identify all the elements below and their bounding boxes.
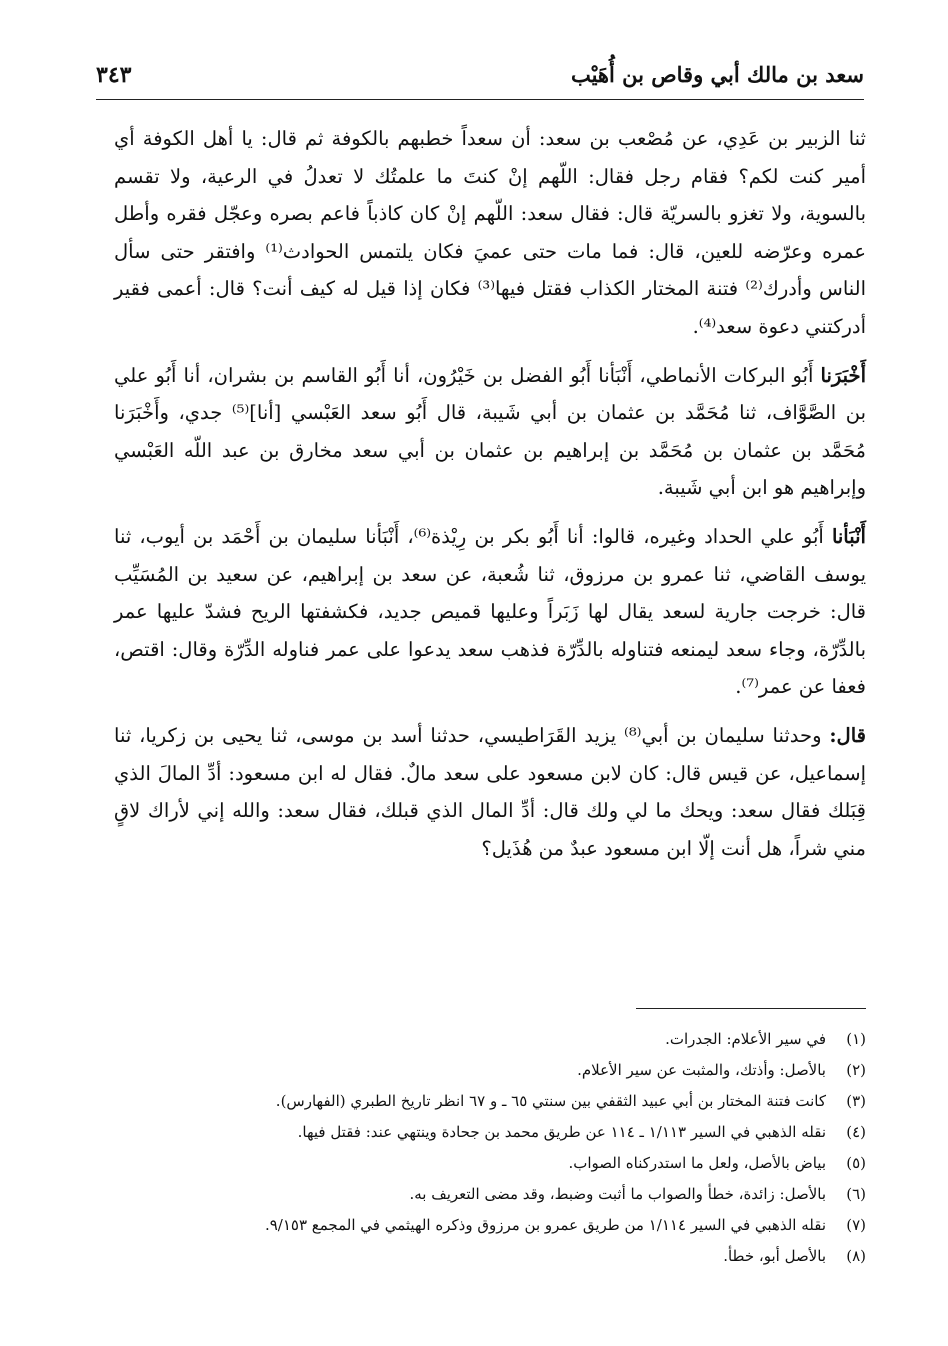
footnote [114,1210,866,1241]
paragraph-1-text: ثنا الزبير بن عَدِي، عن مُصْعب بن سعد: أن سعداً خطبهم بالكوفة ثم قال: يا أهل الكوفة أي أمير كنت لكم؟ فقام رجل فقال: اللّهم إنْ كنتَ ما علمتُك لا تعدلُ في الرعية، ولا تقسم بالسوية، ولا تغزو بالسريّة قال: فقال سعد: اللّهم إنْ كان كاذباً فاعم بصره وعجّل فقره وأطل عمره وعرّضه للعين، قال: فما مات حتى عميَ فكان يلتمس الحوادث⁽¹⁾ وافتقر حتى سأل الناس وأدرك⁽²⁾ فتنة المختار الكذاب فقتل فيها⁽³⁾ فكان إذا قيل له كيف أنت؟ قال: أعمى فقير أدركتني دعوة سعد⁽⁴⁾. [114,127,867,338]
running-title: سعد بن مالك أبي وقاص بن أُهَيْب [570,62,864,87]
footnote-number: (٢) [846,1061,866,1079]
footnote-text: بياض بالأصل، ولعل ما استدركناه الصواب. [568,1154,826,1172]
footnote [114,1024,866,1055]
footnote-number: (٤) [846,1123,866,1141]
footnote-text: بالأصل: زائدة، خطأ والصواب ما أثبت وضبط، وقد مضى التعريف به. [409,1185,826,1203]
footnote [114,1117,866,1148]
paragraph-1 [114,120,866,346]
footnote [114,1179,866,1210]
paragraph-4-text: وحدثنا سليمان بن أبي⁽⁸⁾ يزيد القَرَاطيسي، حدثنا أسد بن موسى، ثنا يحيى بن زكريا، ثنا إسماعيل، عن قيس قال: كان لابن مسعود على سعد مالٌ. فقال له ابن مسعود: أدِّ المالَ الذي قِبَلك فقال سعد: ويحك ما لي ولك قال: أدِّ المال الذي قبلك، فقال سعد: والله إني لأراك لاقٍ مني شراً، هل أنت إلّا ابن مسعود عبدٌ من هُذَيل؟ [114,723,866,860]
paragraph-2 [114,357,866,507]
header-rule [96,99,864,100]
page-number: ٣٤٣ [96,62,132,88]
paragraph-4-lead: قال: [829,723,866,747]
footnote-number: (٨) [846,1247,866,1265]
footnote-separator [636,1008,866,1009]
footnote-number: (٧) [846,1216,866,1234]
footnote-text: نقله الذهبي في السير ١/١١٤ من طريق عمرو بن مرزوق وذكره الهيثمي في المجمع ٩/١٥٣. [264,1216,826,1234]
paragraph-4 [114,717,866,867]
paragraph-3 [114,518,866,706]
paragraph-2-text: أَبُو البركات الأنماطي، أَنْبَأنا أَبُو الفضل بن خَيْرُون، أنا أَبُو القاسم بن بشران، أنا أَبُو علي بن الصَّوَّاف، ثنا مُحَمَّد بن عثمان بن أبي شَيبة، قال أَبُو سعد العَبْسي [أنا]⁽⁵⁾ جدي، وأَخْبَرَنا مُحَمَّد بن عثمان بن مُحَمَّد بن إبراهيم بن عثمان بن أبي سعد مخارق بن عبد اللّه العَبْسي وإبراهيم هو ابن أبي شَيبة. [114,363,867,500]
main-text [114,120,866,878]
footnote [114,1086,866,1117]
footnote [114,1055,866,1086]
footnote-number: (١) [846,1030,866,1048]
footnote [114,1241,866,1272]
footnote-text: نقله الذهبي في السير ١/١١٣ ـ ١١٤ عن طريق محمد بن جحادة وينتهي عند: فقتل فيها. [297,1123,826,1141]
page-header [96,56,864,100]
paragraph-3-text: أَبُو علي الحداد وغيره، قالوا: أنا أَبُو بكر بن رِيْذة⁽⁶⁾، أَنْبَأنا سليمان بن أَحْمَد بن أيوب، ثنا يوسف القاضي، ثنا عمرو بن مرزوق، ثنا شُعبة، عن سعد بن إبراهيم، عن سعيد بن المُسَيِّب قال: خرجت جارية لسعد يقال لها زَبَراً وعليها قميص جديد، فكشفتها الريح فشدّ عليها عمر بالدِّرّة، وجاء سعد ليمنعه فتناوله بالدِّرّة فذهب سعد يدعوا على عمر فناوله الدِّرّة وقال: اقتص، فعفا عن عمر⁽⁷⁾. [114,524,867,699]
footnote-text: بالأصل أبو، خطأ. [723,1247,826,1265]
footnote-text: في سير الأعلام: الجدرات. [665,1030,826,1048]
footnote-text: بالأصل: وأذتك، والمثبت عن سير الأعلام. [577,1061,826,1079]
footnote-number: (٣) [846,1092,866,1110]
paragraph-3-lead: أَنْبَأنا [831,524,866,548]
footnotes-list [114,1024,866,1272]
paragraph-2-lead: أَخْبَرَنا [820,363,866,387]
footnote-text: كانت فتنة المختار بن أبي عبيد الثقفي بين سنتي ٦٥ ـ و ٦٧ انظر تاريخ الطبري (الفهارس). [275,1092,826,1110]
footnote-number: (٦) [846,1185,866,1203]
footnote-number: (٥) [846,1154,866,1172]
footnote [114,1148,866,1179]
